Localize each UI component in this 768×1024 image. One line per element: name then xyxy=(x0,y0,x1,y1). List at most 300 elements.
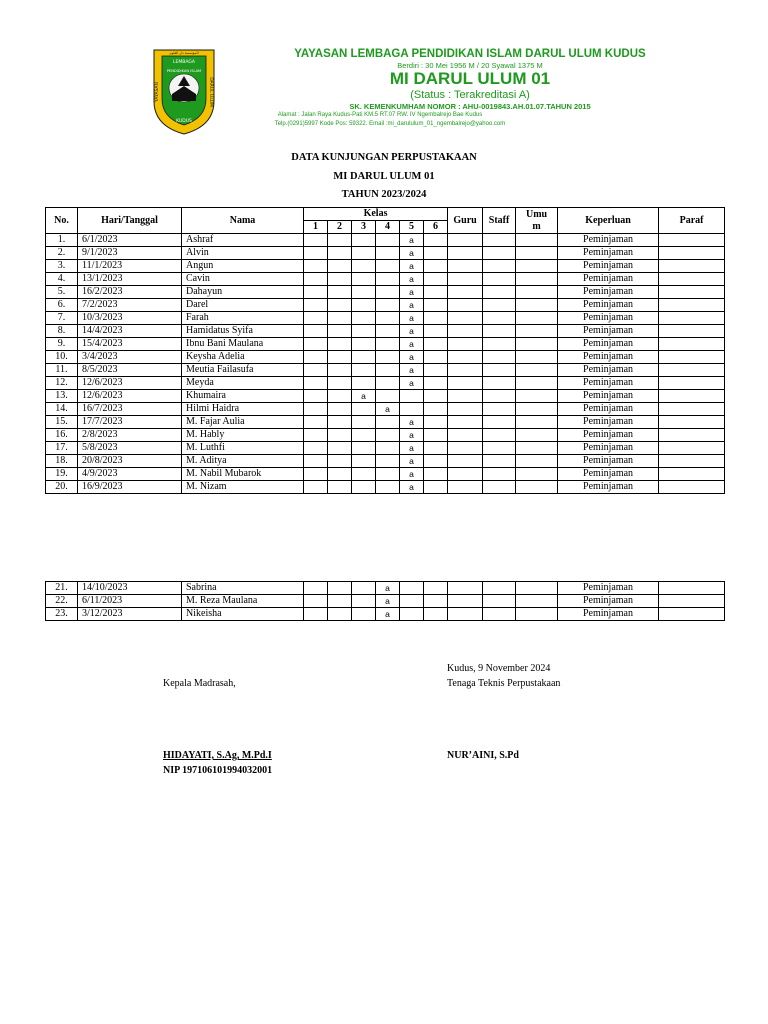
row-kelas-5: a xyxy=(400,429,424,442)
row-guru xyxy=(448,468,483,481)
row-no: 18. xyxy=(46,455,78,468)
row-guru xyxy=(448,608,483,621)
row-kelas-5: a xyxy=(400,338,424,351)
row-keperluan: Peminjaman xyxy=(558,468,659,481)
table-row xyxy=(46,403,725,416)
row-name: Meyda xyxy=(182,377,304,390)
sk-number: SK. KEMENKUMHAM NOMOR : AHU-0019843.AH.01.07.TAHUN 2015 xyxy=(349,102,591,111)
row-kelas-6 xyxy=(424,377,448,390)
row-kelas-6 xyxy=(424,286,448,299)
row-kelas-3 xyxy=(352,377,376,390)
svg-text:YAYASAN: YAYASAN xyxy=(155,82,160,102)
table-row xyxy=(46,608,725,621)
col-kelas-5: 5 xyxy=(400,221,424,234)
row-umum xyxy=(516,286,558,299)
row-keperluan: Peminjaman xyxy=(558,442,659,455)
row-keperluan: Peminjaman xyxy=(558,364,659,377)
row-paraf xyxy=(659,442,725,455)
row-keperluan: Peminjaman xyxy=(558,582,659,595)
row-no: 17. xyxy=(46,442,78,455)
row-name: Hamidatus Syifa xyxy=(182,325,304,338)
row-kelas-1 xyxy=(304,338,328,351)
table-row xyxy=(46,481,725,494)
row-kelas-2 xyxy=(328,416,352,429)
row-kelas-4 xyxy=(376,364,400,377)
row-kelas-4: a xyxy=(376,582,400,595)
row-kelas-1 xyxy=(304,429,328,442)
row-name: Hilmi Haidra xyxy=(182,403,304,416)
row-kelas-5: a xyxy=(400,416,424,429)
row-kelas-4 xyxy=(376,377,400,390)
row-no: 22. xyxy=(46,595,78,608)
row-keperluan: Peminjaman xyxy=(558,260,659,273)
document-title: DATA KUNJUNGAN PERPUSTAKAAN xyxy=(291,152,477,163)
school-name: MI DARUL ULUM 01 xyxy=(389,69,551,88)
row-kelas-2 xyxy=(328,364,352,377)
row-no: 6. xyxy=(46,299,78,312)
row-kelas-6 xyxy=(424,260,448,273)
row-kelas-3 xyxy=(352,325,376,338)
row-kelas-6 xyxy=(424,234,448,247)
row-kelas-4 xyxy=(376,247,400,260)
row-kelas-5 xyxy=(400,595,424,608)
row-kelas-6 xyxy=(424,299,448,312)
row-no: 21. xyxy=(46,582,78,595)
table-row xyxy=(46,416,725,429)
right-signer-role: Tenaga Teknis Perpustakaan xyxy=(447,678,561,689)
row-name: M. Hably xyxy=(182,429,304,442)
row-kelas-1 xyxy=(304,468,328,481)
row-date: 5/8/2023 xyxy=(78,442,182,455)
row-kelas-5: a xyxy=(400,481,424,494)
row-date: 9/1/2023 xyxy=(78,247,182,260)
row-no: 4. xyxy=(46,273,78,286)
row-staff xyxy=(483,338,516,351)
row-kelas-6 xyxy=(424,481,448,494)
row-umum xyxy=(516,582,558,595)
row-paraf xyxy=(659,595,725,608)
row-guru xyxy=(448,260,483,273)
col-kelas-6: 6 xyxy=(424,221,448,234)
table-row xyxy=(46,273,725,286)
row-kelas-2 xyxy=(328,582,352,595)
row-kelas-2 xyxy=(328,468,352,481)
school-contact: Telp.(0291)5997 Kode Pos: 59322. Email :mi_darululum_01_ngembalrejo@yahoo.com xyxy=(274,121,506,127)
visit-table xyxy=(45,207,725,494)
row-kelas-6 xyxy=(424,312,448,325)
row-kelas-1 xyxy=(304,377,328,390)
row-name: Nikeisha xyxy=(182,608,304,621)
row-kelas-2 xyxy=(328,273,352,286)
row-kelas-1 xyxy=(304,364,328,377)
table-row xyxy=(46,595,725,608)
row-guru xyxy=(448,273,483,286)
row-guru xyxy=(448,338,483,351)
row-kelas-5: a xyxy=(400,273,424,286)
row-umum xyxy=(516,299,558,312)
row-paraf xyxy=(659,286,725,299)
row-kelas-2 xyxy=(328,286,352,299)
row-kelas-3 xyxy=(352,442,376,455)
row-kelas-1 xyxy=(304,481,328,494)
table-row xyxy=(46,247,725,260)
row-kelas-3 xyxy=(352,608,376,621)
row-umum xyxy=(516,608,558,621)
row-guru xyxy=(448,247,483,260)
row-kelas-1 xyxy=(304,608,328,621)
row-paraf xyxy=(659,468,725,481)
row-kelas-2 xyxy=(328,312,352,325)
row-no: 20. xyxy=(46,481,78,494)
table-row xyxy=(46,364,725,377)
row-paraf xyxy=(659,338,725,351)
row-umum xyxy=(516,390,558,403)
row-keperluan: Peminjaman xyxy=(558,325,659,338)
row-kelas-1 xyxy=(304,442,328,455)
table-row xyxy=(46,286,725,299)
row-kelas-2 xyxy=(328,429,352,442)
founding-date: Berdiri : 30 Mei 1956 M / 20 Syawal 1375 M xyxy=(397,61,543,70)
row-kelas-3 xyxy=(352,468,376,481)
row-no: 11. xyxy=(46,364,78,377)
row-kelas-3 xyxy=(352,364,376,377)
row-umum xyxy=(516,377,558,390)
row-kelas-2 xyxy=(328,608,352,621)
row-paraf xyxy=(659,455,725,468)
row-no: 1. xyxy=(46,234,78,247)
table-row xyxy=(46,338,725,351)
row-date: 6/1/2023 xyxy=(78,234,182,247)
row-kelas-2 xyxy=(328,377,352,390)
row-umum xyxy=(516,481,558,494)
right-signer-name: NUR’AINI, S.Pd xyxy=(447,750,519,761)
row-name: Farah xyxy=(182,312,304,325)
row-date: 3/4/2023 xyxy=(78,351,182,364)
row-name: Keysha Adelia xyxy=(182,351,304,364)
row-name: Darel xyxy=(182,299,304,312)
row-kelas-4 xyxy=(376,416,400,429)
row-kelas-2 xyxy=(328,481,352,494)
row-kelas-1 xyxy=(304,260,328,273)
row-date: 6/11/2023 xyxy=(78,595,182,608)
row-kelas-2 xyxy=(328,390,352,403)
row-kelas-3 xyxy=(352,312,376,325)
row-name: M. Luthfi xyxy=(182,442,304,455)
row-staff xyxy=(483,325,516,338)
row-kelas-4 xyxy=(376,455,400,468)
row-kelas-4 xyxy=(376,234,400,247)
row-umum xyxy=(516,312,558,325)
table-row xyxy=(46,377,725,390)
row-umum xyxy=(516,234,558,247)
row-name: Sabrina xyxy=(182,582,304,595)
row-paraf xyxy=(659,377,725,390)
row-no: 12. xyxy=(46,377,78,390)
col-umum: Umu m xyxy=(516,208,558,234)
svg-text:LEMBAGA: LEMBAGA xyxy=(173,60,195,65)
row-kelas-6 xyxy=(424,442,448,455)
row-staff xyxy=(483,234,516,247)
row-kelas-3 xyxy=(352,481,376,494)
row-kelas-5: a xyxy=(400,455,424,468)
row-kelas-5: a xyxy=(400,299,424,312)
row-date: 2/8/2023 xyxy=(78,429,182,442)
row-kelas-6 xyxy=(424,455,448,468)
row-kelas-6 xyxy=(424,416,448,429)
row-kelas-6 xyxy=(424,468,448,481)
table-row xyxy=(46,429,725,442)
row-kelas-5: a xyxy=(400,312,424,325)
row-kelas-1 xyxy=(304,299,328,312)
foundation-name: YAYASAN LEMBAGA PENDIDIKAN ISLAM DARUL ULUM KUDUS xyxy=(294,48,646,60)
row-paraf xyxy=(659,351,725,364)
row-umum xyxy=(516,455,558,468)
col-kelas-1: 1 xyxy=(304,221,328,234)
svg-text:KUDUS: KUDUS xyxy=(176,119,192,124)
row-staff xyxy=(483,468,516,481)
row-kelas-1 xyxy=(304,234,328,247)
row-staff xyxy=(483,390,516,403)
table-row xyxy=(46,582,725,595)
row-guru xyxy=(448,234,483,247)
row-staff xyxy=(483,247,516,260)
row-keperluan: Peminjaman xyxy=(558,377,659,390)
row-kelas-5: a xyxy=(400,377,424,390)
row-name: Dahayun xyxy=(182,286,304,299)
row-guru xyxy=(448,429,483,442)
row-umum xyxy=(516,351,558,364)
col-kelas-2: 2 xyxy=(328,221,352,234)
row-kelas-4 xyxy=(376,273,400,286)
row-date: 14/4/2023 xyxy=(78,325,182,338)
row-umum xyxy=(516,416,558,429)
row-no: 10. xyxy=(46,351,78,364)
col-staff: Staff xyxy=(483,208,516,234)
table-row xyxy=(46,455,725,468)
table-row xyxy=(46,299,725,312)
row-kelas-3 xyxy=(352,351,376,364)
row-no: 13. xyxy=(46,390,78,403)
row-kelas-4 xyxy=(376,260,400,273)
row-kelas-2 xyxy=(328,455,352,468)
row-guru xyxy=(448,364,483,377)
row-name: Meutia Failasufa xyxy=(182,364,304,377)
row-kelas-4: a xyxy=(376,403,400,416)
row-kelas-3 xyxy=(352,455,376,468)
row-kelas-1 xyxy=(304,595,328,608)
document-subtitle: MI DARUL ULUM 01 xyxy=(333,171,435,182)
row-date: 12/6/2023 xyxy=(78,390,182,403)
row-kelas-3 xyxy=(352,286,376,299)
col-kelas-4: 4 xyxy=(376,221,400,234)
row-kelas-5: a xyxy=(400,286,424,299)
row-no: 16. xyxy=(46,429,78,442)
row-kelas-6 xyxy=(424,390,448,403)
row-kelas-2 xyxy=(328,260,352,273)
row-kelas-1 xyxy=(304,325,328,338)
table-row xyxy=(46,234,725,247)
row-kelas-1 xyxy=(304,351,328,364)
row-name: M. Reza Maulana xyxy=(182,595,304,608)
col-paraf: Paraf xyxy=(659,208,725,234)
place-date: Kudus, 9 November 2024 xyxy=(447,663,551,674)
row-date: 12/6/2023 xyxy=(78,377,182,390)
row-kelas-1 xyxy=(304,390,328,403)
row-kelas-6 xyxy=(424,582,448,595)
col-kelas: Kelas xyxy=(304,208,448,221)
row-kelas-5: a xyxy=(400,351,424,364)
row-keperluan: Peminjaman xyxy=(558,351,659,364)
table-row xyxy=(46,442,725,455)
row-no: 3. xyxy=(46,260,78,273)
svg-text:DARUL ULUM: DARUL ULUM xyxy=(208,77,213,107)
row-kelas-5 xyxy=(400,582,424,595)
row-kelas-5: a xyxy=(400,468,424,481)
row-date: 4/9/2023 xyxy=(78,468,182,481)
row-kelas-5: a xyxy=(400,260,424,273)
row-kelas-3 xyxy=(352,416,376,429)
row-guru xyxy=(448,377,483,390)
row-kelas-1 xyxy=(304,403,328,416)
svg-text:المؤسسة دار العلوم: المؤسسة دار العلوم xyxy=(169,51,199,55)
row-umum xyxy=(516,325,558,338)
school-address: Alamat : Jalan Raya Kudus-Pati KM.5 RT.07 RW. IV Ngembalrejo Bae Kudus xyxy=(277,112,483,118)
row-kelas-1 xyxy=(304,286,328,299)
row-keperluan: Peminjaman xyxy=(558,273,659,286)
row-no: 9. xyxy=(46,338,78,351)
row-umum xyxy=(516,429,558,442)
row-kelas-6 xyxy=(424,403,448,416)
table-row xyxy=(46,260,725,273)
row-keperluan: Peminjaman xyxy=(558,234,659,247)
row-name: M. Aditya xyxy=(182,455,304,468)
row-paraf xyxy=(659,312,725,325)
left-signer-role: Kepala Madrasah, xyxy=(163,678,236,689)
row-kelas-6 xyxy=(424,338,448,351)
row-kelas-1 xyxy=(304,582,328,595)
row-keperluan: Peminjaman xyxy=(558,299,659,312)
row-staff xyxy=(483,286,516,299)
row-staff xyxy=(483,608,516,621)
row-keperluan: Peminjaman xyxy=(558,286,659,299)
row-guru xyxy=(448,416,483,429)
row-date: 10/3/2023 xyxy=(78,312,182,325)
row-name: Ibnu Bani Maulana xyxy=(182,338,304,351)
row-date: 8/5/2023 xyxy=(78,364,182,377)
row-kelas-5: a xyxy=(400,442,424,455)
row-keperluan: Peminjaman xyxy=(558,481,659,494)
row-kelas-4 xyxy=(376,468,400,481)
row-kelas-1 xyxy=(304,312,328,325)
row-staff xyxy=(483,429,516,442)
row-no: 14. xyxy=(46,403,78,416)
row-kelas-3 xyxy=(352,403,376,416)
row-kelas-3 xyxy=(352,273,376,286)
row-keperluan: Peminjaman xyxy=(558,429,659,442)
row-kelas-2 xyxy=(328,247,352,260)
row-kelas-4 xyxy=(376,325,400,338)
row-keperluan: Peminjaman xyxy=(558,455,659,468)
row-kelas-1 xyxy=(304,416,328,429)
row-umum xyxy=(516,247,558,260)
row-paraf xyxy=(659,234,725,247)
row-date: 11/1/2023 xyxy=(78,260,182,273)
row-staff xyxy=(483,442,516,455)
row-no: 19. xyxy=(46,468,78,481)
row-date: 15/4/2023 xyxy=(78,338,182,351)
row-staff xyxy=(483,416,516,429)
row-paraf xyxy=(659,429,725,442)
row-guru xyxy=(448,312,483,325)
row-kelas-6 xyxy=(424,247,448,260)
row-guru xyxy=(448,286,483,299)
row-kelas-3 xyxy=(352,260,376,273)
row-kelas-2 xyxy=(328,351,352,364)
row-date: 16/9/2023 xyxy=(78,481,182,494)
row-date: 3/12/2023 xyxy=(78,608,182,621)
col-no: No. xyxy=(46,208,78,234)
row-date: 17/7/2023 xyxy=(78,416,182,429)
accreditation-status: (Status : Terakreditasi A) xyxy=(410,89,530,101)
table-row xyxy=(46,312,725,325)
row-no: 7. xyxy=(46,312,78,325)
row-kelas-2 xyxy=(328,325,352,338)
row-staff xyxy=(483,595,516,608)
row-guru xyxy=(448,481,483,494)
table-row xyxy=(46,468,725,481)
row-no: 15. xyxy=(46,416,78,429)
row-umum xyxy=(516,403,558,416)
col-date: Hari/Tanggal xyxy=(78,208,182,234)
row-kelas-1 xyxy=(304,247,328,260)
table-row xyxy=(46,351,725,364)
row-paraf xyxy=(659,299,725,312)
row-kelas-6 xyxy=(424,429,448,442)
row-umum xyxy=(516,468,558,481)
row-kelas-4: a xyxy=(376,595,400,608)
row-paraf xyxy=(659,325,725,338)
row-staff xyxy=(483,455,516,468)
row-paraf xyxy=(659,260,725,273)
row-kelas-3 xyxy=(352,595,376,608)
row-date: 7/2/2023 xyxy=(78,299,182,312)
row-name: M. Fajar Aulia xyxy=(182,416,304,429)
row-date: 13/1/2023 xyxy=(78,273,182,286)
row-no: 23. xyxy=(46,608,78,621)
row-kelas-5 xyxy=(400,608,424,621)
row-kelas-4: a xyxy=(376,608,400,621)
row-kelas-5 xyxy=(400,390,424,403)
row-date: 20/8/2023 xyxy=(78,455,182,468)
row-paraf xyxy=(659,364,725,377)
row-staff xyxy=(483,260,516,273)
row-kelas-6 xyxy=(424,608,448,621)
col-name: Nama xyxy=(182,208,304,234)
row-paraf xyxy=(659,481,725,494)
row-kelas-2 xyxy=(328,299,352,312)
row-paraf xyxy=(659,273,725,286)
row-staff xyxy=(483,299,516,312)
row-guru xyxy=(448,351,483,364)
row-date: 16/2/2023 xyxy=(78,286,182,299)
row-kelas-4 xyxy=(376,390,400,403)
col-kelas-3: 3 xyxy=(352,221,376,234)
row-name: Angun xyxy=(182,260,304,273)
row-date: 14/10/2023 xyxy=(78,582,182,595)
row-kelas-4 xyxy=(376,442,400,455)
row-name: Ashraf xyxy=(182,234,304,247)
row-kelas-2 xyxy=(328,442,352,455)
